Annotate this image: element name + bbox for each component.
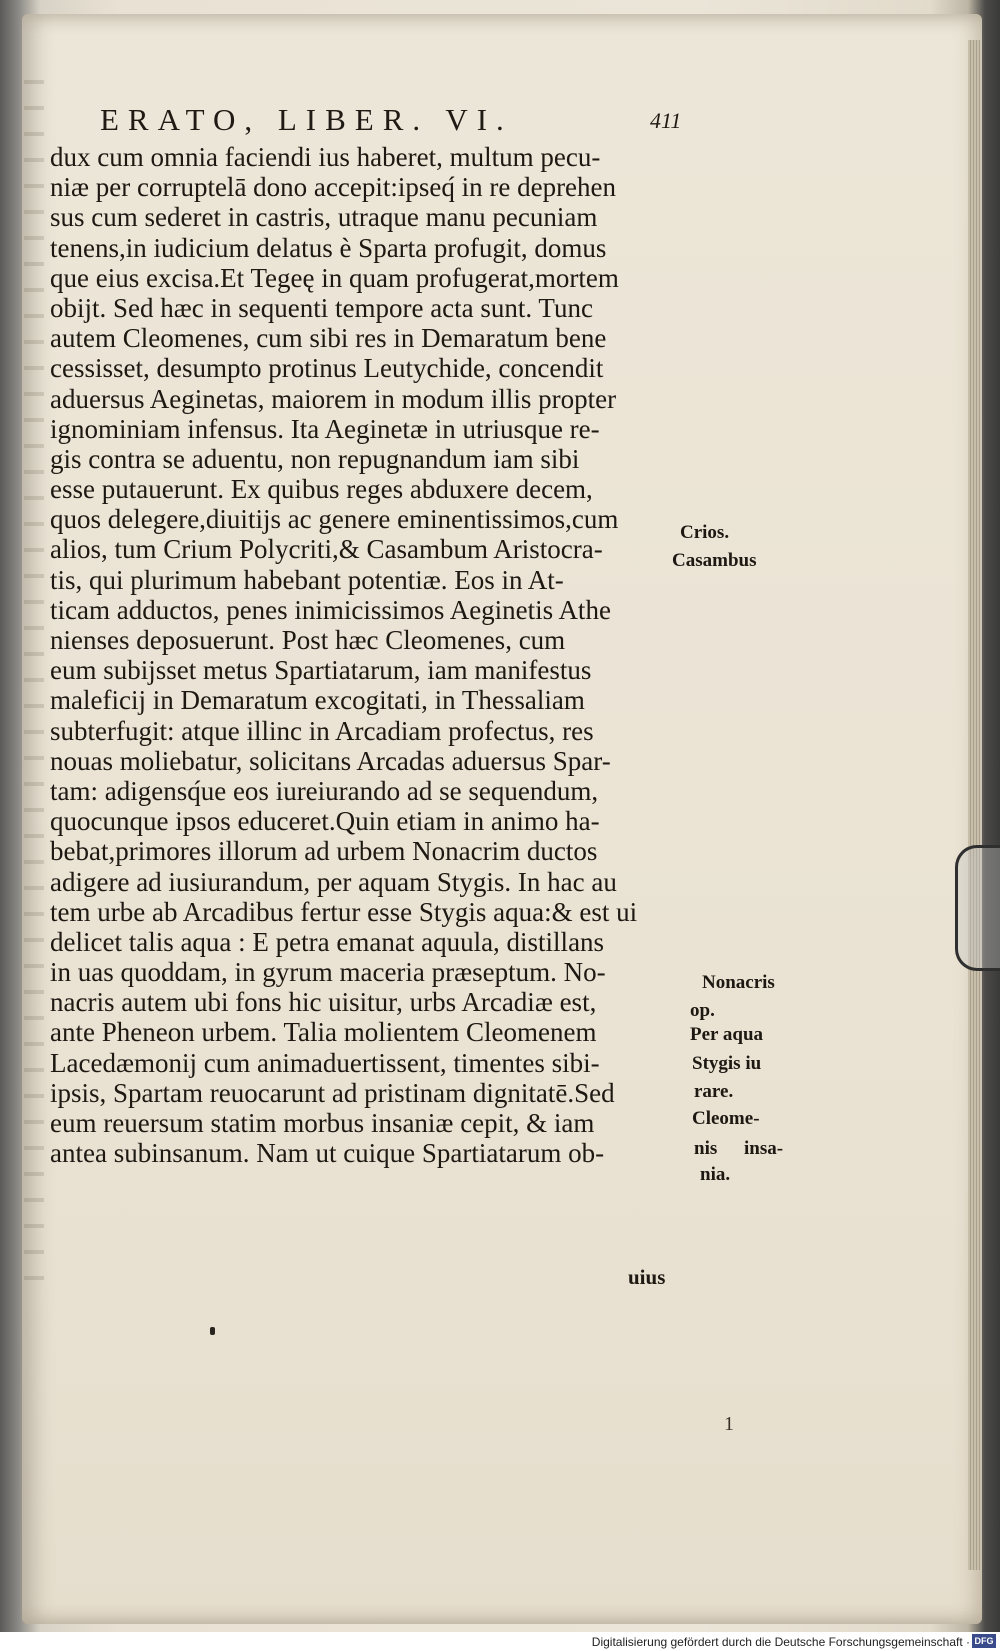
text-line: quocunque ipsos educeret.Quin etiam in animo ha-	[50, 806, 600, 837]
text-line: tam: adigensq́ue eos iureiurando ad se sequendum,	[50, 775, 599, 806]
body-text	[50, 142, 718, 1169]
text-line: eum subijsset metus Spartiatarum, iam manifestus	[50, 655, 592, 686]
margin-note-casambus: Casambus	[672, 550, 757, 571]
text-line: quos delegere,diuitijs ac genere eminentissimos,cum	[50, 504, 619, 535]
text-line: ipsis, Spartam reuocarunt ad pristinam dignitatē.Sed	[50, 1077, 615, 1108]
text-line: autem Cleomenes, cum sibi res in Demaratum bene	[50, 323, 607, 354]
text-line: gis contra se aduentu, non repugnandum iam sibi	[50, 443, 580, 474]
text-line: que eius excisa.Et Tegeę in quam profugerat,mortem	[50, 262, 619, 293]
margin-note-nis: nis	[694, 1138, 718, 1159]
footer-credit: Digitalisierung gefördert durch die Deutsche Forschungsgemeinschaft ·	[591, 1635, 970, 1649]
margin-note-insa: insa-	[744, 1138, 784, 1159]
text-line: tis, qui plurimum habebant potentiæ. Eos in At-	[50, 564, 564, 595]
text-line: obijt. Sed hæc in sequenti tempore acta sunt. Tunc	[50, 292, 593, 323]
margin-note-crios: Crios.	[680, 522, 730, 543]
margin-note-nonacris: Nonacris	[702, 972, 775, 993]
stray-mark: 1	[724, 1413, 734, 1435]
text-line: nienses deposuerunt. Post hæc Cleomenes, cum	[50, 625, 566, 655]
dfg-logo: DFG	[972, 1634, 996, 1648]
text-line: cessisset, desumpto protinus Leutychide, concendit	[50, 353, 604, 384]
text-line: ante Pheneon urbem. Talia molientem Cleomenem	[50, 1017, 597, 1048]
text-line: Lacedæmonij cum animaduertissent, timentes sibi-	[50, 1047, 600, 1078]
page-block-edge	[968, 40, 980, 1570]
text-line: dux cum omnia faciendi ius haberet, multum pecu-	[50, 142, 601, 172]
text-line: adigere ad iusiurandum, per aquam Stygis. In hac au	[50, 866, 617, 897]
margin-note-nia: nia.	[700, 1164, 731, 1185]
text-line: esse putauerunt. Ex quibus reges abduxere decem,	[50, 474, 593, 505]
text-line: ignominiam infensus. Ita Aeginetæ in utriusque re-	[50, 413, 600, 444]
text-line: alios, tum Crium Polycriti,& Casambum Aristocra-	[50, 534, 603, 565]
margin-note-peraqua: Per aqua	[690, 1024, 764, 1045]
text-line: antea subinsanum. Nam ut cuique Spartiatarum ob-	[50, 1138, 605, 1169]
text-line: eum reuersum statim morbus insaniæ cepit, & iam	[50, 1108, 595, 1138]
text-line: tem urbe ab Arcadibus fertur esse Stygis aqua:& est ui	[50, 896, 638, 927]
digitization-footer	[0, 1632, 1000, 1651]
margin-note-op: op.	[690, 1000, 715, 1021]
running-title: ERATO, LIBER. VI.	[100, 102, 513, 137]
facing-page-edge	[24, 80, 44, 1280]
text-line: ticam adductos, penes inimicissimos Aeginetis Athe	[50, 594, 611, 625]
text-line: niæ per corruptelā dono accepit:ipseq́ in re deprehen	[50, 172, 617, 203]
catchword: uius	[628, 1265, 666, 1289]
text-line: tenens,in iudicium delatus è Sparta profugit, domus	[50, 232, 607, 263]
text-line: sus cum sederet in castris, utraque manu pecuniam	[50, 202, 598, 233]
book-clip	[955, 845, 1000, 971]
text-line: nacris autem ubi fons hic uisitur, urbs Arcadiæ est,	[50, 987, 597, 1018]
text-line: delicet talis aqua : E petra emanat aquula, distillans	[50, 926, 605, 957]
folio-number: 411	[650, 108, 682, 133]
text-line: bebat,primores illorum ad urbem Nonacrim ductos	[50, 836, 598, 867]
text-line: maleficij in Demaratum excogitati, in Thessaliam	[50, 685, 585, 716]
text-line: aduersus Aeginetas, maiorem in modum illis propter	[50, 383, 617, 414]
text-line: subterfugit: atque illinc in Arcadiam profectus, res	[50, 715, 594, 746]
text-line: in uas quoddam, in gyrum maceria præseptum. No-	[50, 957, 606, 988]
margin-note-rare: rare.	[694, 1081, 734, 1102]
margin-note-cleome: Cleome-	[692, 1108, 760, 1129]
margin-note-stygis: Stygis iu	[692, 1053, 762, 1074]
text-line: nouas moliebatur, solicitans Arcadas aduersus Spar-	[50, 745, 611, 776]
ink-spot	[210, 1327, 215, 1335]
